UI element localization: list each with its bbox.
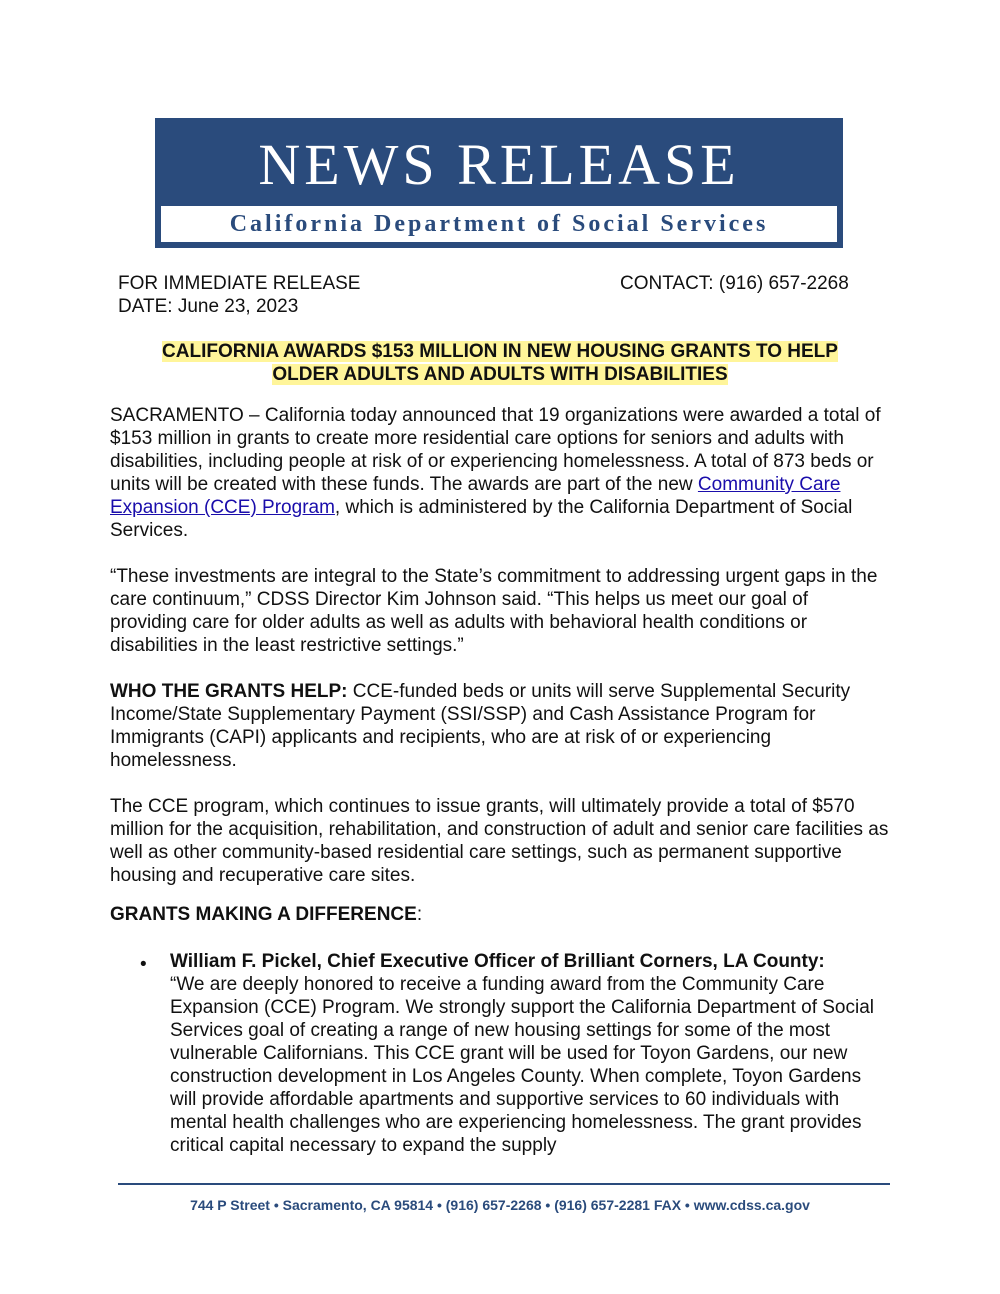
news-release-banner — [155, 118, 843, 248]
contact-phone: CONTACT: (916) 657-2268 — [620, 273, 849, 294]
bullet-speaker: William F. Pickel, Chief Executive Officer of Brilliant Corners, LA County: — [170, 951, 825, 972]
heading-colon: : — [416, 904, 423, 925]
section-heading — [110, 903, 890, 926]
headline-line-1: CALIFORNIA AWARDS $153 MILLION IN NEW HOUSING GRANTS TO HELP — [162, 341, 838, 362]
paragraph-intro — [110, 404, 890, 542]
release-date: DATE: June 23, 2023 — [118, 296, 299, 317]
release-label: FOR IMMEDIATE RELEASE — [118, 273, 361, 294]
footer-address: 744 P Street • Sacramento, CA 95814 • (916) 657-2268 • (916) 657-2281 FAX • www.cdss.ca.gov — [190, 1197, 810, 1213]
banner-subtitle: California Department of Social Services — [159, 204, 839, 244]
paragraph-who-grants-help — [110, 680, 890, 772]
intro-text: SACRAMENTO – California today announced that 19 organizations were awarded a total of $153 million in grants to create more residential care options for seniors and adults with disabilities, including people at risk of or experiencing homelessness. A total of 873 beds or units will be created with these funds. The awards are part of the new — [110, 405, 881, 495]
paragraph-quote-director: “These investments are integral to the State’s commitment to addressing urgent gaps in the care continuum,” CDSS Director Kim Johnson said. “This helps us meet our goal of providing care for older adults as well as adults with behavioral health conditions or disabilities in the least restrictive settings.” — [110, 566, 878, 656]
bullet-marker: • — [140, 954, 147, 975]
cce-program-link[interactable]: Community Care Expansion (CCE) Program — [110, 474, 841, 518]
banner-title: NEWS RELEASE — [258, 132, 740, 197]
who-grants-help-text: CCE-funded beds or units will serve Supplemental Security Income/State Supplementary Payment (SSI/SSP) and Cash Assistance Program for Immigrants (CAPI) applicants and recipients, who are at risk of or experiencing homelessness. — [110, 681, 851, 771]
bullet-quote: “We are deeply honored to receive a funding award from the Community Care Expansion (CCE) Program. We strongly support the California Department of Social Services goal of creating a range of new housing settings for some of the most vulnerable Californians. This CCE grant will be used for Toyon Gardens, our new construction development in Los Angeles County. When complete, Toyon Gardens will provide affordable apartments and supportive services to 60 individuals with mental health challenges who are experiencing homelessness. The grant provides critical capital necessary to expand the supply — [170, 974, 875, 1156]
headline — [110, 340, 890, 386]
footer-divider — [118, 1183, 890, 1185]
bullet-item — [170, 950, 890, 1157]
headline-line-2: OLDER ADULTS AND ADULTS WITH DISABILITIES — [272, 364, 728, 385]
paragraph-cce-program: The CCE program, which continues to issue grants, will ultimately provide a total of $570 million for the acquisition, rehabilitation, and construction of adult and senior care facilities as well as other community-based residential care settings, such as permanent supportive housing and recuperative care sites. — [110, 796, 889, 886]
intro-text-end: , which is administered by the California Department of Social Services. — [110, 497, 853, 541]
who-grants-help-heading: WHO THE GRANTS HELP: — [110, 681, 348, 702]
grants-difference-heading: GRANTS MAKING A DIFFERENCE — [110, 904, 417, 925]
